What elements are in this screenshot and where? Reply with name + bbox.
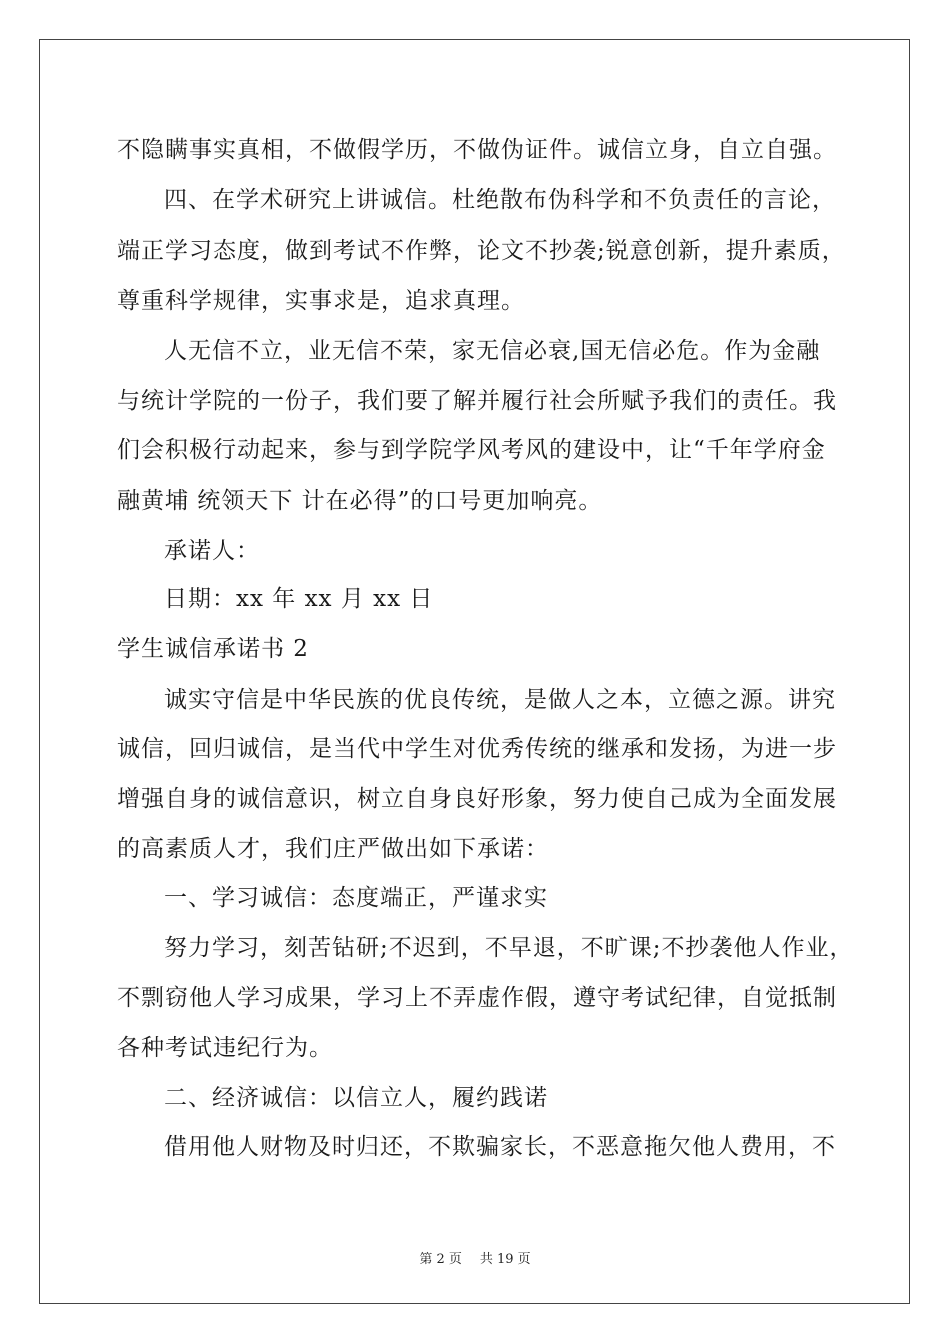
text-line: 借用他人财物及时归还，不欺骗家长，不恶意拖欠他人费用，不 [164,1134,836,1160]
signer-label: 承诺人： [164,538,260,564]
text-line: 四、在学术研究上讲诚信。杜绝散布伪科学和不负责任的言论， [164,187,836,213]
text-line: 诚信，回归诚信，是当代中学生对优秀传统的继承和发扬，为进一步 [117,736,837,762]
page-border [39,39,910,1304]
text-line: 端正学习态度，做到考试不作弊，论文不抄袭;锐意创新，提升素质， [117,238,846,264]
text-line: 尊重科学规律，实事求是，追求真理。 [117,288,525,314]
text-line: 融黄埔 统领天下 计在必得”的口号更加响亮。 [117,488,603,514]
subheading: 二、经济诚信：以信立人，履约践诺 [164,1085,548,1111]
text-line: 不剽窃他人学习成果，学习上不弄虚作假，遵守考试纪律，自觉抵制 [117,985,837,1011]
text-line: 增强自身的诚信意识，树立自身良好形象，努力使自己成为全面发展 [117,786,837,812]
section-title: 学生诚信承诺书 2 [117,636,309,662]
text-line: 人无信不立，业无信不荣，家无信必衰,国无信必危。作为金融 [164,338,821,364]
text-line: 努力学习，刻苦钻研;不迟到，不早退，不旷课;不抄袭他人作业， [164,935,854,961]
page-number: 第 2 页 [419,1252,462,1267]
subheading: 一、学习诚信：态度端正，严谨求实 [164,885,548,911]
text-line: 与统计学院的一份子，我们要了解并履行社会所赋予我们的责任。我 [117,388,837,414]
page-total: 共 19 页 [479,1252,531,1267]
page-footer [0,1248,950,1267]
text-line: 诚实守信是中华民族的优良传统，是做人之本，立德之源。讲究 [164,687,836,713]
text-line: 不隐瞒事实真相，不做假学历，不做伪证件。诚信立身，自立自强。 [117,137,837,163]
text-line: 们会积极行动起来，参与到学院学风考风的建设中，让“千年学府金 [117,437,826,463]
text-line: 的高素质人才，我们庄严做出如下承诺： [117,836,549,862]
text-line: 各种考试违纪行为。 [117,1035,333,1061]
date-line: 日期：xx 年 xx 月 xx 日 [164,586,434,612]
